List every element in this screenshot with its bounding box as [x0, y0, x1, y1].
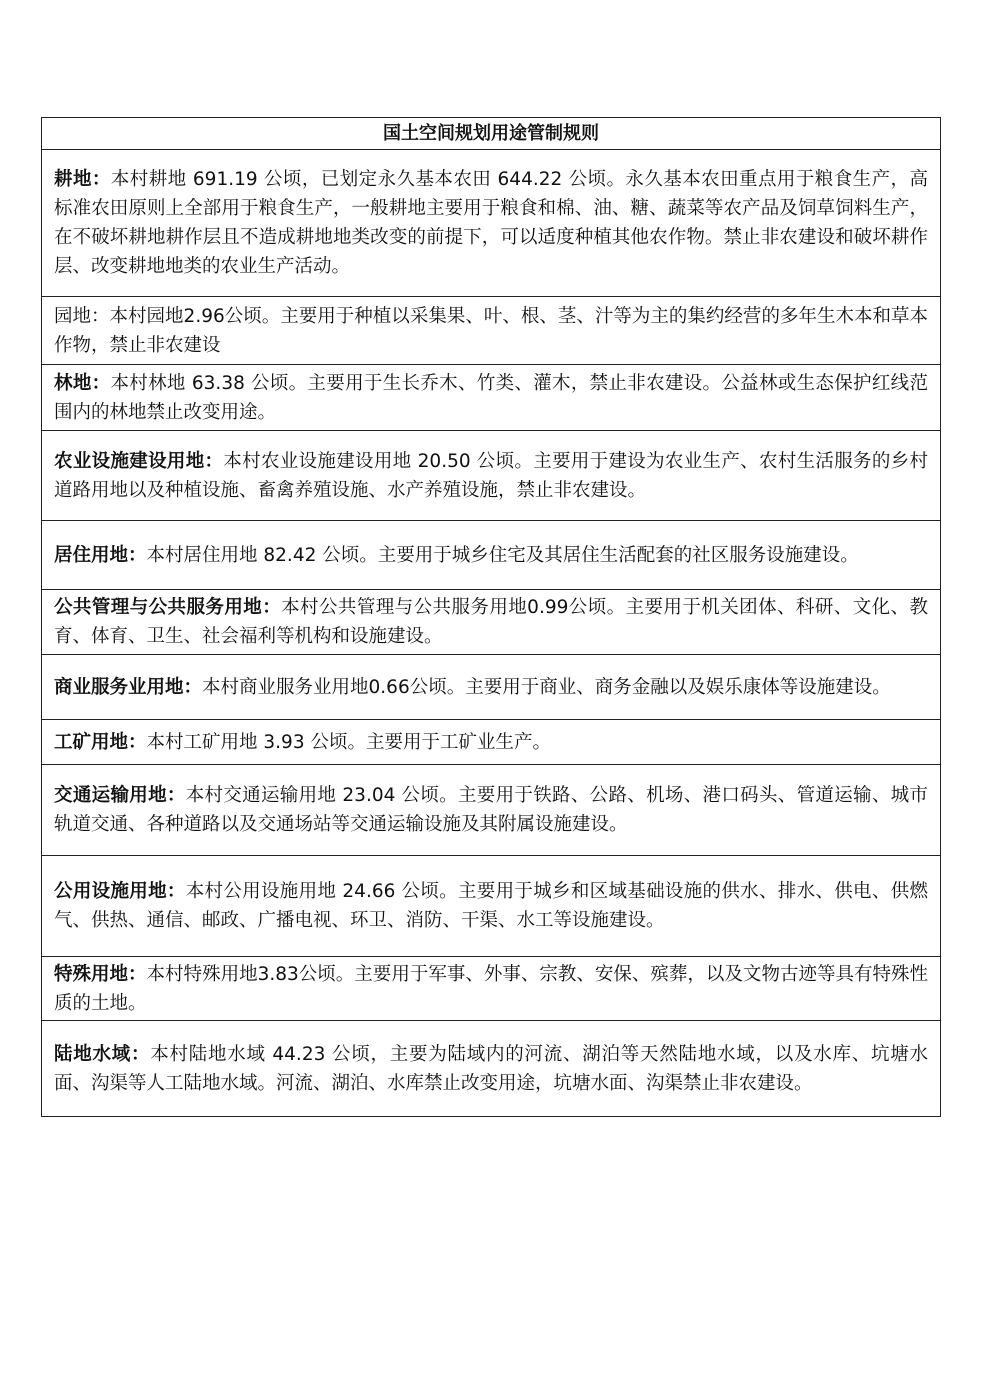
rule-term: 工矿用地： — [54, 731, 147, 753]
rule-term: 公用设施用地： — [54, 881, 186, 902]
rule-text: 本村交通运输用地 23.04 公顷。主要用于铁路、公路、机场、港口码头、管道运输、城市轨道交通、各种道路以及交通场站等交通运输设施及其附属设施建设。 — [54, 785, 928, 835]
rule-text: 本村农业设施建设用地 20.50 公顷。主要用于建设为农业生产、农村生活服务的乡村道路用地以及种植设施、畜禽养殖设施、水产养殖设施，禁止非农建设。 — [54, 450, 928, 501]
rule-cell — [42, 856, 941, 957]
rule-cell — [42, 431, 941, 521]
rule-text: 本村工矿用地 3.93 公顷。主要用于工矿业生产。 — [146, 731, 551, 753]
rule-text: 本村陆地水域 44.23 公顷，主要为陆域内的河流、湖泊等天然陆地水域，以及水库、坑塘水面、沟渠等人工陆地水域。河流、湖泊、水库禁止改变用途，坑塘水面、沟渠禁止非农建设。 — [54, 1043, 928, 1094]
rule-cell — [42, 1021, 941, 1117]
rule-text: 本村商业服务业用地0.66公顷。主要用于商业、商务金融以及娱乐康体等设施建设。 — [202, 676, 891, 698]
rule-cell — [42, 720, 941, 765]
rule-term: 陆地水域： — [54, 1043, 151, 1065]
rule-row-commercial — [42, 655, 941, 720]
rule-term: 耕地： — [54, 169, 111, 190]
rule-row-public-service — [42, 590, 941, 655]
rule-text: 本村居住用地 82.42 公顷。主要用于城乡住宅及其居住生活配套的社区服务设施建设。 — [146, 544, 859, 566]
rule-row-forest — [42, 365, 941, 431]
rule-row-agri-facility — [42, 431, 941, 521]
rule-row-special — [42, 957, 941, 1021]
rule-term: 公共管理与公共服务用地： — [54, 597, 282, 618]
rule-term: 林地： — [54, 372, 111, 394]
rule-row-farmland — [42, 150, 941, 297]
rule-cell — [42, 521, 941, 590]
rule-row-transport — [42, 765, 941, 856]
rule-text: 本村公用设施用地 24.66 公顷。主要用于城乡和区域基础设施的供水、排水、供电、供燃气、供热、通信、邮政、广播电视、环卫、消防、干渠、水工等设施建设。 — [54, 881, 928, 931]
rule-term: 居住用地： — [54, 544, 147, 566]
rule-cell — [42, 957, 941, 1021]
rule-cell — [42, 150, 941, 297]
rule-text: 本村耕地 691.19 公顷，已划定永久基本农田 644.22 公顷。永久基本农田重点用于粮食生产，高标准农田原则上全部用于粮食生产，一般耕地主要用于粮食和棉、油、糖、蔬菜等农产品及饲草饲料生产，在不破坏耕地耕作层且不造成耕地地类改变的前提下，可以适度种植其他农作物。禁止非农建设和破坏耕作层、改变耕地地类的农业生产活动。 — [54, 169, 928, 277]
table-title-row — [42, 118, 941, 150]
rule-row-utilities — [42, 856, 941, 957]
rule-text: 本村特殊用地3.83公顷。主要用于军事、外事、宗教、安保、殡葬，以及文物古迹等具有特殊性质的土地。 — [54, 963, 928, 1014]
rule-cell — [42, 297, 941, 365]
rule-term: 园地： — [54, 305, 110, 327]
rule-row-garden — [42, 297, 941, 365]
rule-row-residential — [42, 521, 941, 590]
rule-row-industrial — [42, 720, 941, 765]
land-use-rules-table — [41, 117, 941, 1117]
rule-text: 本村园地2.96公顷。主要用于种植以采集果、叶、根、茎、汁等为主的集约经营的多年生木本和草本作物，禁止非农建设 — [54, 305, 928, 356]
rule-text: 本村公共管理与公共服务用地0.99公顷。主要用于机关团体、科研、文化、教育、体育、卫生、社会福利等机构和设施建设。 — [54, 597, 928, 647]
rule-cell — [42, 655, 941, 720]
rule-term: 商业服务业用地： — [54, 676, 203, 698]
table-title: 国土空间规划用途管制规则 — [42, 118, 941, 150]
rule-cell — [42, 365, 941, 431]
rule-term: 交通运输用地： — [54, 785, 186, 806]
rule-term: 特殊用地： — [54, 963, 147, 985]
rule-text: 本村林地 63.38 公顷。主要用于生长乔木、竹类、灌木，禁止非农建设。公益林或生态保护红线范围内的林地禁止改变用途。 — [54, 372, 928, 423]
rule-row-water — [42, 1021, 941, 1117]
rule-cell — [42, 590, 941, 655]
rule-cell — [42, 765, 941, 856]
rule-term: 农业设施建设用地： — [54, 450, 224, 472]
